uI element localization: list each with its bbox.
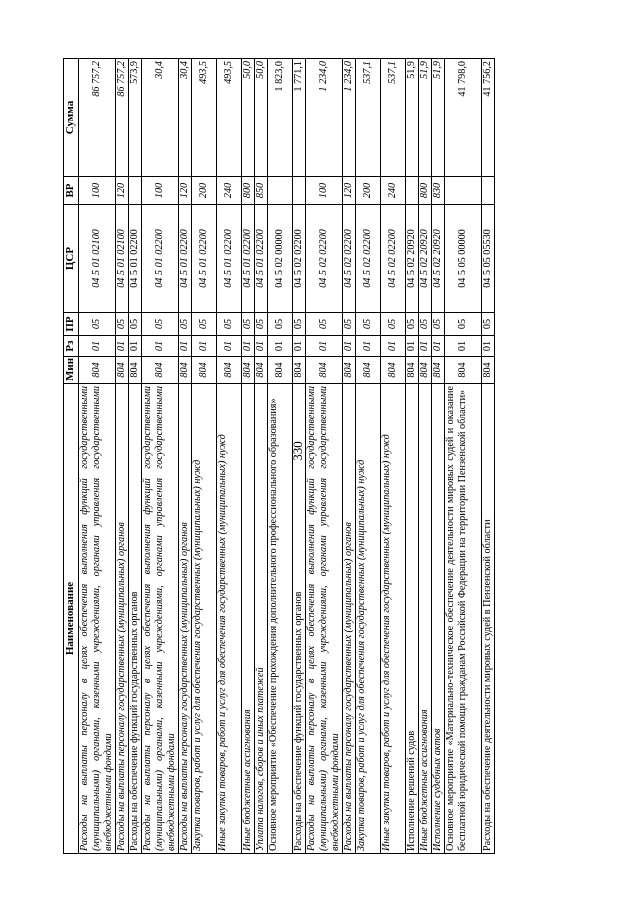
cell-sum: 1 234,0 <box>306 59 343 177</box>
cell-vr <box>445 177 482 205</box>
cell-vr: 100 <box>79 177 116 205</box>
cell-min: 804 <box>356 357 381 384</box>
cell-rz: 01 <box>293 336 306 357</box>
cell-vr <box>268 177 293 205</box>
table-row <box>142 59 179 854</box>
table-row <box>179 59 192 854</box>
cell-min: 804 <box>419 357 432 384</box>
cell-name: Закупка товаров, работ и услуг для обеспечения государственных (муниципальных) нужд <box>192 384 217 854</box>
cell-min: 804 <box>268 357 293 384</box>
cell-sum: 51,9 <box>432 59 445 177</box>
cell-rz: 01 <box>79 336 116 357</box>
cell-sum: 1 234,0 <box>343 59 356 177</box>
cell-csr: 04 5 05 00000 <box>445 205 482 313</box>
cell-name: Расходы на выплаты персоналу государственных (муниципальных) органов <box>179 384 192 854</box>
cell-pr: 05 <box>217 313 242 336</box>
cell-vr: 200 <box>356 177 381 205</box>
table-row <box>116 59 129 854</box>
cell-min: 804 <box>432 357 445 384</box>
cell-pr: 05 <box>343 313 356 336</box>
cell-csr: 04 5 01 02100 <box>79 205 116 313</box>
cell-min: 804 <box>179 357 192 384</box>
cell-min: 804 <box>192 357 217 384</box>
table-row <box>406 59 419 854</box>
cell-csr: 04 5 01 02100 <box>116 205 129 313</box>
cell-csr: 04 5 01 02200 <box>192 205 217 313</box>
cell-csr: 04 5 02 00000 <box>268 205 293 313</box>
cell-name: Расходы на выплаты персоналу государственных (муниципальных) органов <box>343 384 356 854</box>
cell-name: Расходы на обеспечение функций государственных органов <box>293 384 306 854</box>
table-row <box>482 59 495 854</box>
cell-name: Иные закупки товаров, работ и услуг для обеспечения государственных (муниципальных) нужд <box>217 384 242 854</box>
table-row <box>192 59 217 854</box>
cell-rz: 01 <box>432 336 445 357</box>
cell-name: Расходы на обеспечение деятельности мировых судей в Пензенской области <box>482 384 495 854</box>
cell-min: 804 <box>482 357 495 384</box>
cell-min: 804 <box>293 357 306 384</box>
cell-csr: 04 5 02 02200 <box>293 205 306 313</box>
rotated-table-container <box>63 59 579 854</box>
cell-pr: 05 <box>192 313 217 336</box>
cell-min: 804 <box>445 357 482 384</box>
cell-rz: 01 <box>129 336 142 357</box>
cell-csr: 04 5 01 02200 <box>242 205 255 313</box>
table-row <box>445 59 482 854</box>
cell-vr: 120 <box>116 177 129 205</box>
cell-rz: 01 <box>356 336 381 357</box>
cell-rz: 01 <box>419 336 432 357</box>
cell-sum: 30,4 <box>142 59 179 177</box>
cell-name: Расходы на обеспечение функций государственных органов <box>129 384 142 854</box>
cell-sum: 50,0 <box>242 59 255 177</box>
cell-pr: 05 <box>381 313 406 336</box>
cell-sum: 86 757,2 <box>79 59 116 177</box>
cell-name: Уплата налогов, сборов и иных платежей <box>255 384 268 854</box>
cell-min: 804 <box>142 357 179 384</box>
cell-rz: 01 <box>343 336 356 357</box>
cell-sum: 41 798,0 <box>445 59 482 177</box>
budget-table <box>63 58 495 854</box>
cell-pr: 05 <box>79 313 116 336</box>
header-min: Мин <box>64 357 79 384</box>
cell-min: 804 <box>306 357 343 384</box>
cell-min: 804 <box>79 357 116 384</box>
table-row <box>217 59 242 854</box>
table-body <box>79 59 495 854</box>
cell-min: 804 <box>217 357 242 384</box>
cell-csr: 04 5 02 20920 <box>419 205 432 313</box>
cell-name: Исполнение решений судов <box>406 384 419 854</box>
table-row <box>242 59 255 854</box>
cell-pr: 05 <box>419 313 432 336</box>
table-row <box>343 59 356 854</box>
cell-sum: 86 757,2 <box>116 59 129 177</box>
cell-vr: 830 <box>432 177 445 205</box>
cell-rz: 01 <box>255 336 268 357</box>
cell-name: Основное мероприятие «Материально-техническое обеспечение деятельности мировых судей и оказание бесплатной юридической помощи гражданам Российской Федерации на территории Пензенской области» <box>445 384 482 854</box>
table-row <box>129 59 142 854</box>
cell-pr: 05 <box>116 313 129 336</box>
cell-name: Основное мероприятие «Обеспечение прохождения дополнительного профессионального образования» <box>268 384 293 854</box>
cell-csr: 04 5 02 02200 <box>381 205 406 313</box>
cell-sum: 493,5 <box>192 59 217 177</box>
cell-vr: 100 <box>306 177 343 205</box>
cell-vr: 200 <box>192 177 217 205</box>
table-row <box>381 59 406 854</box>
cell-sum: 30,4 <box>179 59 192 177</box>
cell-min: 804 <box>343 357 356 384</box>
cell-csr: 04 5 02 02200 <box>306 205 343 313</box>
cell-csr: 04 5 01 02200 <box>179 205 192 313</box>
table-row <box>306 59 343 854</box>
cell-sum: 51,9 <box>406 59 419 177</box>
cell-min: 804 <box>381 357 406 384</box>
cell-rz: 01 <box>445 336 482 357</box>
table-row <box>255 59 268 854</box>
cell-pr: 05 <box>306 313 343 336</box>
cell-name: Расходы на выплаты персоналу в целях обеспечения выполнения функций государственными (муниципальными) органами, казенными учреждениями, органами управления государственными внебюджетными фондами <box>142 384 179 854</box>
cell-pr: 05 <box>445 313 482 336</box>
cell-min: 804 <box>242 357 255 384</box>
cell-pr: 05 <box>255 313 268 336</box>
table-row <box>419 59 432 854</box>
cell-rz: 01 <box>268 336 293 357</box>
header-rz: Рз <box>64 336 79 357</box>
cell-rz: 01 <box>192 336 217 357</box>
cell-rz: 01 <box>381 336 406 357</box>
cell-name: Расходы на выплаты персоналу в целях обеспечения выполнения функций государственными (муниципальными) органами, казенными учреждениями, органами управления государственными внебюджетными фондами <box>306 384 343 854</box>
cell-vr <box>482 177 495 205</box>
table-row <box>432 59 445 854</box>
cell-name: Закупка товаров, работ и услуг для обеспечения государственных (муниципальных) нужд <box>356 384 381 854</box>
cell-sum: 41 756,2 <box>482 59 495 177</box>
cell-pr: 05 <box>142 313 179 336</box>
cell-rz: 01 <box>482 336 495 357</box>
cell-rz: 01 <box>116 336 129 357</box>
cell-rz: 01 <box>406 336 419 357</box>
cell-pr: 05 <box>482 313 495 336</box>
cell-name: Исполнение судебных актов <box>432 384 445 854</box>
cell-pr: 05 <box>268 313 293 336</box>
cell-csr: 04 5 02 02200 <box>343 205 356 313</box>
table-row <box>356 59 381 854</box>
cell-rz: 01 <box>306 336 343 357</box>
header-sum: Сумма <box>64 59 79 177</box>
header-csr: ЦСР <box>64 205 79 313</box>
cell-rz: 01 <box>242 336 255 357</box>
cell-vr: 240 <box>217 177 242 205</box>
cell-vr <box>293 177 306 205</box>
cell-vr: 800 <box>242 177 255 205</box>
cell-min: 804 <box>129 357 142 384</box>
cell-min: 804 <box>255 357 268 384</box>
cell-vr: 850 <box>255 177 268 205</box>
cell-csr: 04 5 02 20920 <box>406 205 419 313</box>
cell-sum: 573,9 <box>129 59 142 177</box>
cell-sum: 493,5 <box>217 59 242 177</box>
header-name: Наименование <box>64 384 79 854</box>
cell-csr: 04 5 01 02200 <box>129 205 142 313</box>
cell-pr: 05 <box>356 313 381 336</box>
header-vr: ВР <box>64 177 79 205</box>
cell-csr: 04 5 01 02200 <box>142 205 179 313</box>
cell-sum: 1 771,1 <box>293 59 306 177</box>
cell-vr <box>129 177 142 205</box>
table-row <box>293 59 306 854</box>
cell-name: Иные закупки товаров, работ и услуг для обеспечения государственных (муниципальных) нужд <box>381 384 406 854</box>
cell-csr: 04 5 02 02200 <box>356 205 381 313</box>
cell-rz: 01 <box>179 336 192 357</box>
table-row <box>268 59 293 854</box>
cell-csr: 04 5 01 02200 <box>255 205 268 313</box>
cell-pr: 05 <box>179 313 192 336</box>
cell-csr: 04 5 05 05530 <box>482 205 495 313</box>
cell-sum: 1 823,0 <box>268 59 293 177</box>
cell-rz: 01 <box>217 336 242 357</box>
table-header-row <box>64 59 79 854</box>
cell-pr: 05 <box>242 313 255 336</box>
cell-min: 804 <box>116 357 129 384</box>
cell-sum: 537,1 <box>356 59 381 177</box>
cell-min: 804 <box>406 357 419 384</box>
cell-vr: 120 <box>343 177 356 205</box>
cell-pr: 05 <box>406 313 419 336</box>
page-number: 330 <box>290 441 305 461</box>
cell-csr: 04 5 01 02200 <box>217 205 242 313</box>
cell-sum: 537,1 <box>381 59 406 177</box>
cell-vr: 240 <box>381 177 406 205</box>
cell-name: Расходы на выплаты персоналу государственных (муниципальных) органов <box>116 384 129 854</box>
header-pr: ПР <box>64 313 79 336</box>
cell-pr: 05 <box>293 313 306 336</box>
cell-vr: 120 <box>179 177 192 205</box>
cell-name: Иные бюджетные ассигнования <box>419 384 432 854</box>
cell-name: Расходы на выплаты персоналу в целях обеспечения выполнения функций государственными (муниципальными) органами, казенными учреждениями, органами управления государственными внебюджетными фондами <box>79 384 116 854</box>
cell-sum: 51,9 <box>419 59 432 177</box>
cell-sum: 50,0 <box>255 59 268 177</box>
cell-csr: 04 5 02 20920 <box>432 205 445 313</box>
cell-pr: 05 <box>129 313 142 336</box>
cell-vr: 100 <box>142 177 179 205</box>
cell-name: Иные бюджетные ассигнования <box>242 384 255 854</box>
cell-rz: 01 <box>142 336 179 357</box>
cell-vr: 800 <box>419 177 432 205</box>
cell-vr <box>406 177 419 205</box>
cell-pr: 05 <box>432 313 445 336</box>
table-row <box>79 59 116 854</box>
